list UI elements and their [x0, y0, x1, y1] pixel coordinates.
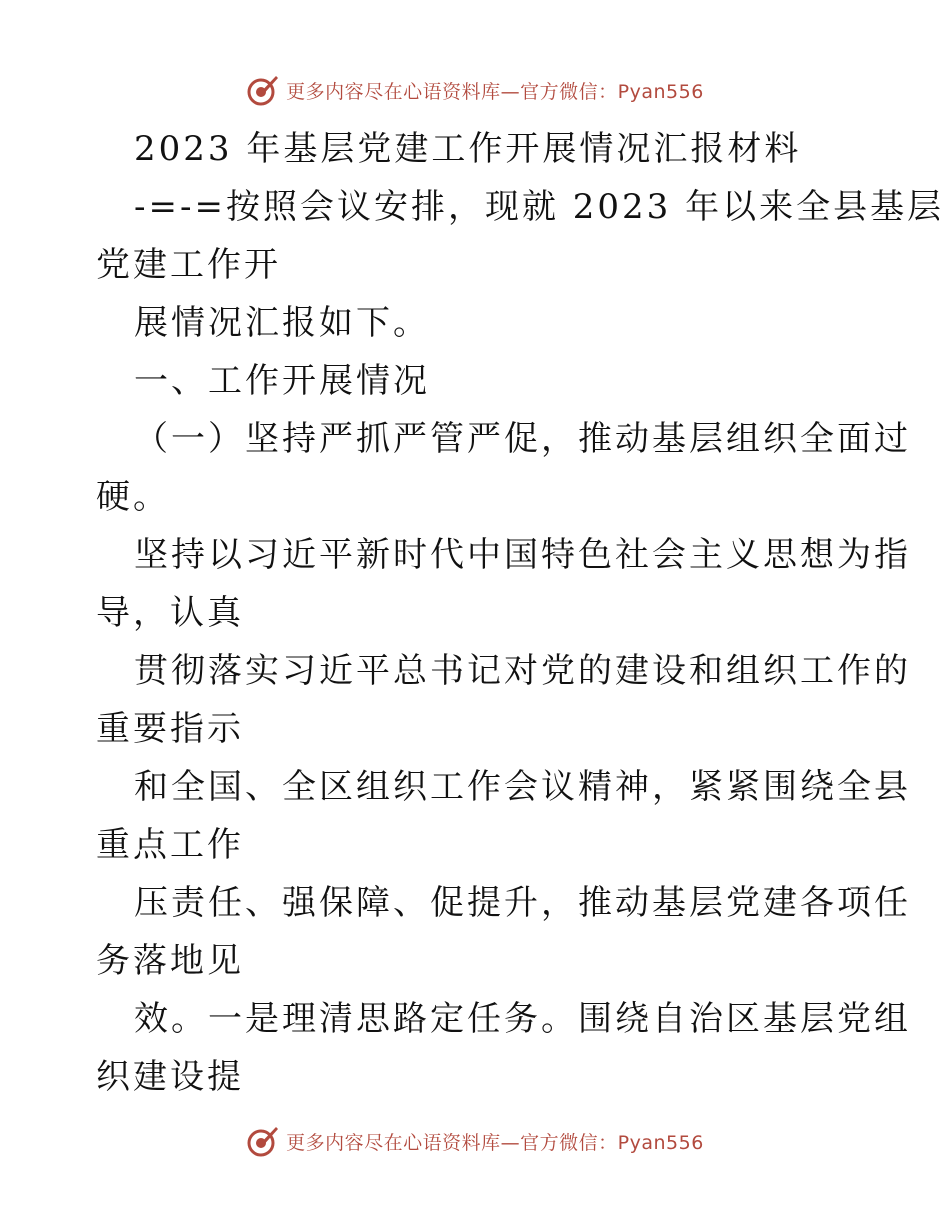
- paragraph-line: 效。一是理清思路定任务。围绕自治区基层党组: [134, 999, 911, 1039]
- paragraph-line: 重点工作: [96, 825, 244, 865]
- document-body: [96, 120, 945, 1106]
- paragraph-line: 织建设提: [96, 1057, 244, 1097]
- quill-seal-icon: [246, 1124, 280, 1158]
- quill-seal-icon: [246, 73, 280, 107]
- document-title: 2023 年基层党建工作开展情况汇报材料: [134, 129, 802, 169]
- subsection-heading-cont: 硬。: [96, 477, 170, 517]
- paragraph-line: 重要指示: [96, 709, 244, 749]
- watermark-text: 更多内容尽在心语资料库—官方微信：Pyan556: [286, 80, 704, 103]
- paragraph-line: 务落地见: [96, 941, 244, 981]
- section-heading: 一、工作开展情况: [134, 361, 430, 401]
- watermark-banner-top: [0, 70, 950, 110]
- paragraph-line: 导，认真: [96, 593, 244, 633]
- paragraph-line: 党建工作开: [96, 245, 281, 285]
- paragraph-line: 和全国、全区组织工作会议精神，紧紧围绕全县: [134, 767, 911, 807]
- paragraph-line: -=-=按照会议安排，现就 2023 年以来全县基层: [134, 187, 945, 227]
- subsection-heading: （一）坚持严抓严管严促，推动基层组织全面过: [134, 419, 911, 459]
- watermark-text: 更多内容尽在心语资料库—官方微信：Pyan556: [286, 1131, 704, 1154]
- watermark-banner-bottom: [0, 1121, 950, 1161]
- paragraph-line: 坚持以习近平新时代中国特色社会主义思想为指: [134, 535, 911, 575]
- paragraph-line: 压责任、强保障、促提升，推动基层党建各项任: [134, 883, 911, 923]
- paragraph-line: 展情况汇报如下。: [134, 303, 430, 343]
- paragraph-line: 贯彻落实习近平总书记对党的建设和组织工作的: [134, 651, 911, 691]
